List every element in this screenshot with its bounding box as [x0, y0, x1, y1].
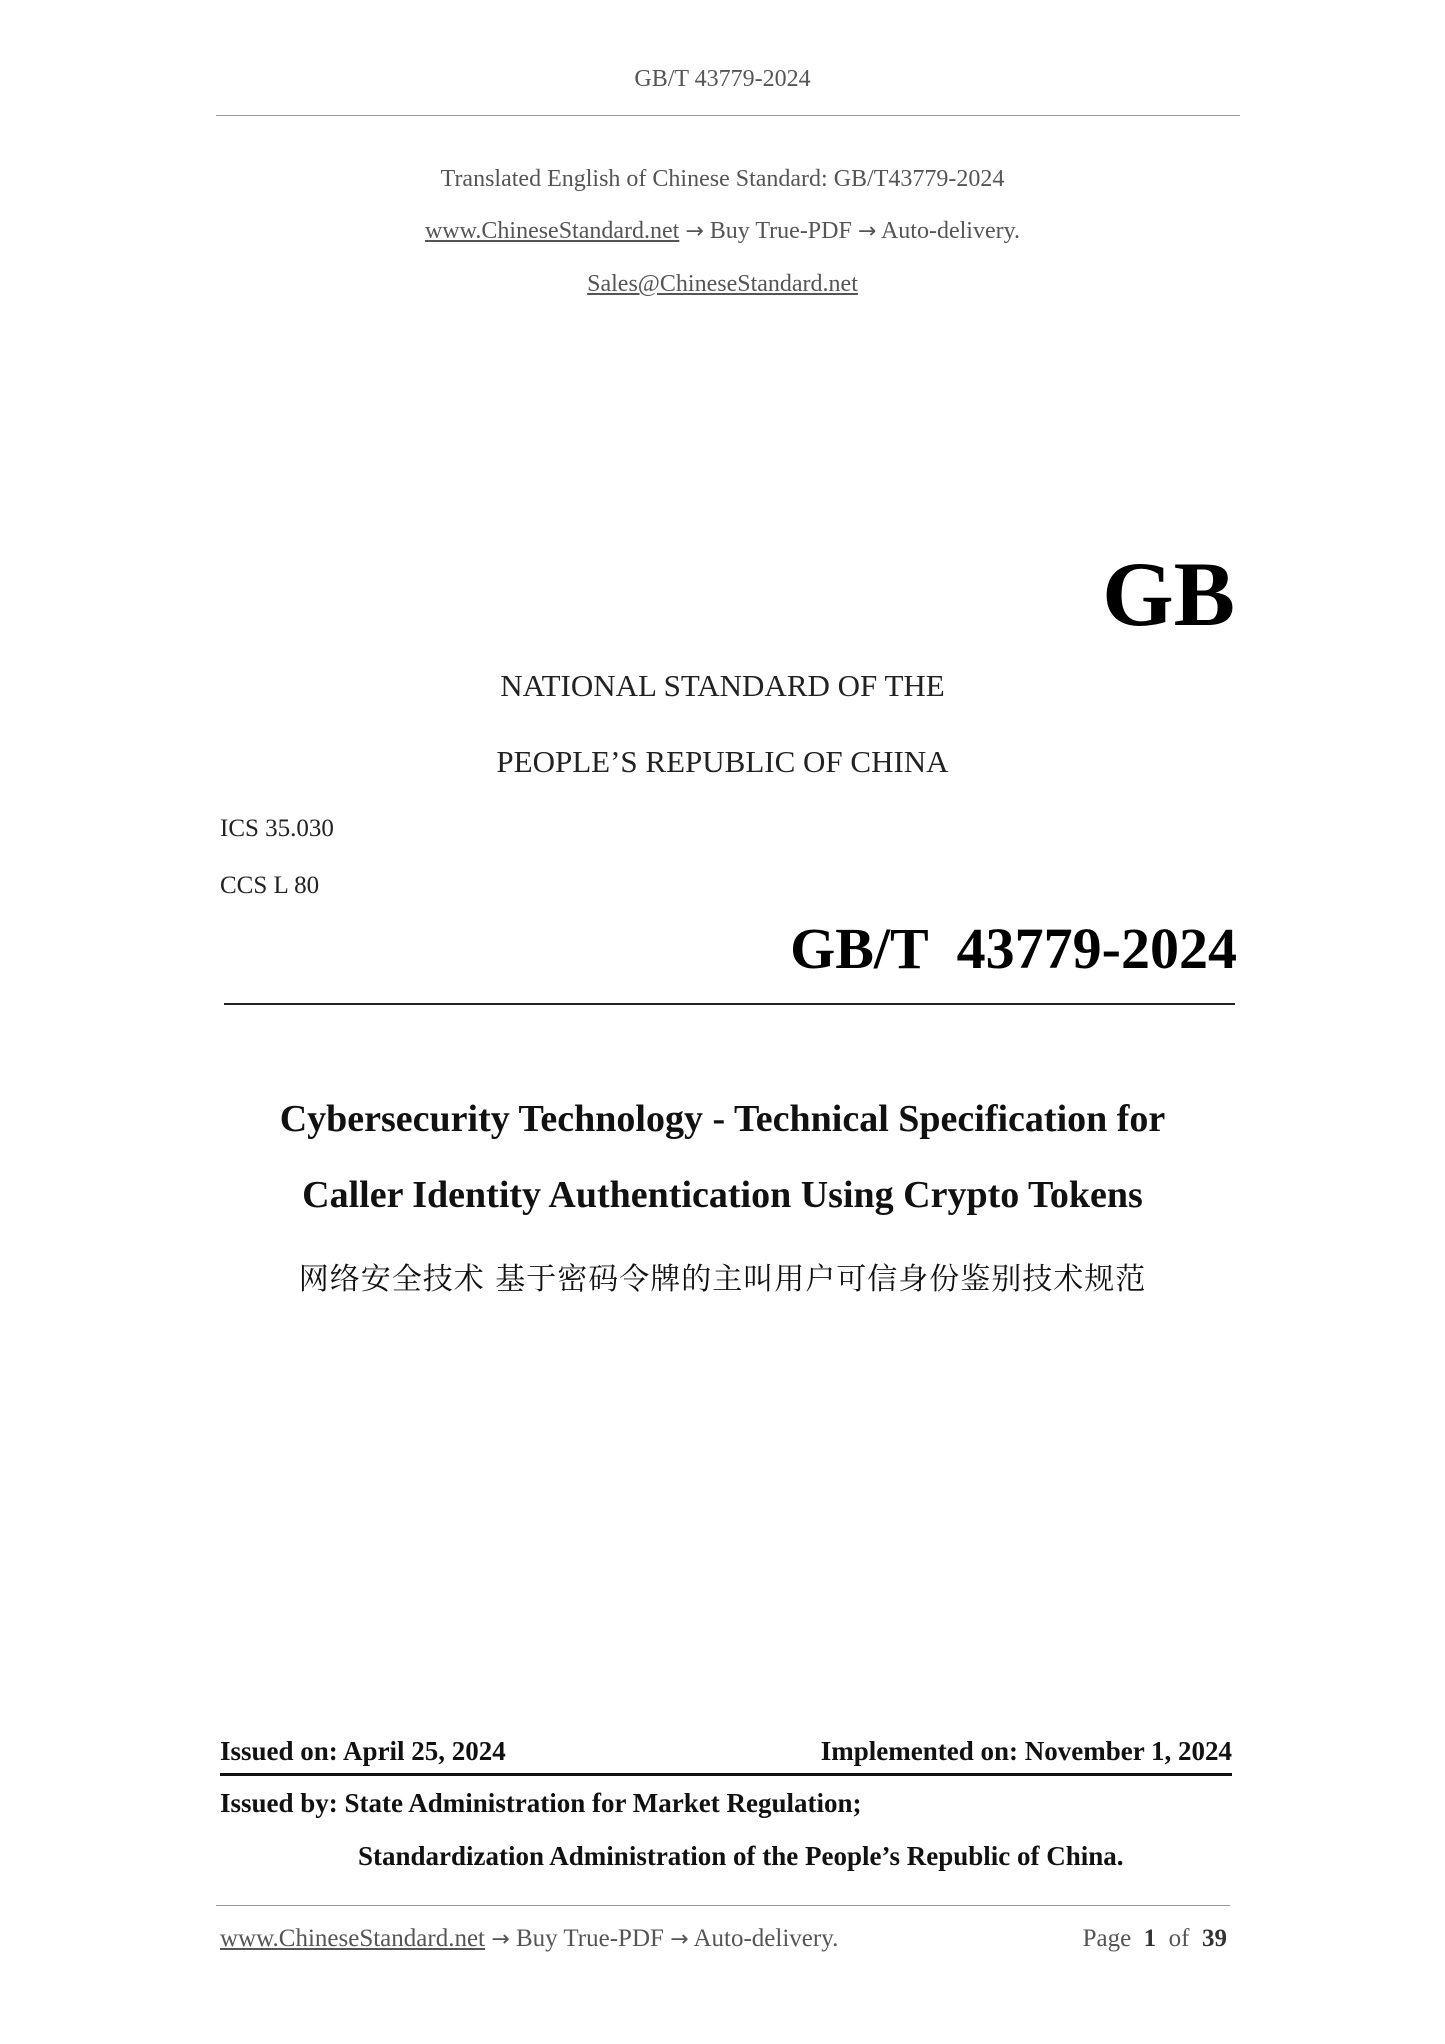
ccs-code: CCS L 80 [220, 872, 320, 899]
arrow-right-icon: → [670, 1927, 689, 1952]
translation-notice: Translated English of Chinese Standard: GB/T43779-2024 [440, 166, 1005, 192]
standard-number [790, 916, 1237, 981]
standard-code: 43779-2024 [956, 916, 1237, 981]
national-standard-line2: PEOPLE’S REPUBLIC OF CHINA [496, 744, 949, 779]
footer-buy-text: Buy True-PDF [515, 1925, 664, 1952]
site-link[interactable]: www.ChineseStandard.net [424, 218, 680, 244]
standard-number-rule [224, 1003, 1235, 1005]
national-standard-line1: NATIONAL STANDARD OF THE [500, 668, 945, 703]
sales-email-link[interactable]: Sales@ChineseStandard.net [587, 271, 858, 297]
arrow-right-icon: → [685, 219, 704, 244]
implemented-on-date: Implemented on: November 1, 2024 [820, 1736, 1232, 1766]
page-current: 1 [1143, 1925, 1157, 1952]
standard-prefix: GB/T [790, 916, 928, 981]
title-english-line1: Cybersecurity Technology - Technical Specification for [279, 1098, 1166, 1140]
delivery-text: Auto-delivery. [880, 218, 1021, 244]
page-indicator [1083, 1925, 1227, 1953]
issued-by-line2: Standardization Administration of the People’s Republic of China. [358, 1841, 1124, 1871]
header-rule [216, 115, 1240, 116]
title-chinese: 网络安全技术 基于密码令牌的主叫用户可信身份鉴别技术规范 [298, 1262, 1147, 1297]
issued-by-line1: Issued by: State Administration for Market Regulation; [220, 1788, 862, 1818]
email-line [0, 271, 1445, 298]
title-english-line2: Caller Identity Authentication Using Crypto Tokens [302, 1174, 1143, 1216]
page-total: 39 [1202, 1925, 1227, 1952]
gb-logo: GB [1102, 543, 1235, 645]
issued-on-date: Issued on: April 25, 2024 [220, 1736, 506, 1766]
buy-text: Buy True-PDF [709, 218, 852, 244]
footer-delivery-text: Auto-delivery. [693, 1925, 839, 1952]
footer-rule [216, 1905, 1230, 1906]
purchase-line [0, 218, 1445, 245]
issue-rule [220, 1773, 1232, 1776]
arrow-right-icon: → [857, 219, 877, 244]
footer-purchase-line [220, 1925, 838, 1953]
page-word: Page [1082, 1925, 1132, 1952]
ics-code: ICS 35.030 [220, 815, 334, 842]
arrow-right-icon: → [491, 1927, 510, 1952]
page-of: of [1168, 1925, 1190, 1952]
running-header: GB/T 43779-2024 [634, 66, 811, 92]
footer-site-link[interactable]: www.ChineseStandard.net [220, 1925, 485, 1952]
